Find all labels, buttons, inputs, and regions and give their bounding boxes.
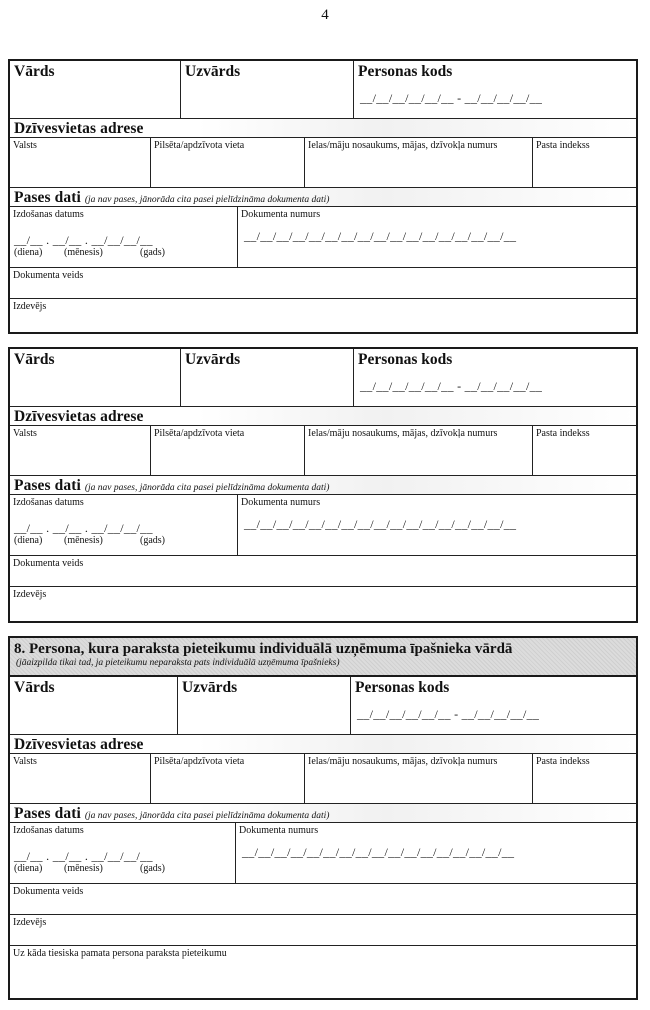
personal-code-field[interactable]	[350, 677, 636, 734]
doc-number-label: Dokumenta numurs	[241, 209, 321, 220]
country-label: Valsts	[13, 428, 37, 439]
passport-heading: Pases dati	[14, 189, 81, 206]
street-label: Ielas/māju nosaukums, mājas, dzīvokļa numurs	[308, 756, 498, 767]
legal-basis-label: Uz kāda tiesiska pamata persona paraksta pieteikumu	[13, 948, 227, 959]
year-label: (gads)	[140, 535, 165, 546]
surname-field[interactable]	[177, 677, 350, 734]
passport-heading: Pases dati	[14, 477, 81, 494]
month-label: (mēnesis)	[64, 535, 103, 546]
issue-date-label: Izdošanas datums	[13, 209, 84, 220]
postal-label: Pasta indekss	[536, 756, 590, 767]
section-8-title: 8. Persona, kura paraksta pieteikumu individuālā uzņēmuma īpašnieka vārdā	[14, 641, 513, 657]
legal-basis-row[interactable]	[10, 946, 636, 998]
day-label: (diena)	[14, 247, 43, 258]
doc-number-mask: __/__/__/__/__/__/__/__/__/__/__/__/__/__/__/__/__	[244, 517, 517, 531]
doc-number-mask: __/__/__/__/__/__/__/__/__/__/__/__/__/__/__/__/__	[244, 229, 517, 243]
section-8-note: (jāaizpilda tikai tad, ja pieteikumu neparaksta pats individuālā uzņēmuma īpašnieks)	[16, 658, 340, 668]
doc-number-field[interactable]	[237, 495, 636, 555]
personal-code-mask: __/__/__/__/__/__ - __/__/__/__/__	[360, 91, 543, 105]
name-field[interactable]	[10, 349, 180, 406]
passport-heading: Pases dati	[14, 805, 81, 822]
day-label: (diena)	[14, 535, 43, 546]
city-field[interactable]	[150, 754, 304, 803]
issuer-label: Izdevējs	[13, 589, 47, 600]
passport-row	[10, 495, 636, 556]
person-block-1	[8, 59, 638, 334]
surname-label: Uzvārds	[185, 63, 241, 80]
address-row	[10, 138, 636, 188]
passport-heading-row	[10, 188, 636, 207]
passport-note: (ja nav pases, jānorāda cita pasei pielīdzināma dokumenta dati)	[84, 195, 330, 205]
address-heading-row	[10, 119, 636, 138]
name-label: Vārds	[14, 351, 55, 368]
name-field[interactable]	[10, 677, 177, 734]
passport-row	[10, 823, 636, 884]
name-row	[10, 677, 636, 735]
city-label: Pilsēta/apdzīvota vieta	[154, 428, 245, 439]
city-field[interactable]	[150, 138, 304, 187]
country-field[interactable]	[10, 426, 150, 475]
year-label: (gads)	[140, 247, 165, 258]
country-label: Valsts	[13, 140, 37, 151]
personal-code-mask: __/__/__/__/__/__ - __/__/__/__/__	[357, 707, 540, 721]
surname-field[interactable]	[180, 349, 353, 406]
page-number: 4	[321, 7, 329, 23]
issuer-label: Izdevējs	[13, 301, 47, 312]
address-heading: Dzīvesvietas adrese	[14, 120, 144, 137]
address-row	[10, 426, 636, 476]
postal-field[interactable]	[532, 426, 636, 475]
section-8-block	[8, 636, 638, 1000]
address-heading-row	[10, 407, 636, 426]
day-label: (diena)	[14, 863, 43, 874]
address-heading-row	[10, 735, 636, 754]
doc-number-field[interactable]	[237, 207, 636, 267]
personal-code-mask: __/__/__/__/__/__ - __/__/__/__/__	[360, 379, 543, 393]
street-label: Ielas/māju nosaukums, mājas, dzīvokļa numurs	[308, 428, 498, 439]
name-label: Vārds	[14, 63, 55, 80]
doc-type-label: Dokumenta veids	[13, 270, 84, 281]
street-label: Ielas/māju nosaukums, mājas, dzīvokļa numurs	[308, 140, 498, 151]
city-field[interactable]	[150, 426, 304, 475]
postal-label: Pasta indekss	[536, 428, 590, 439]
personal-code-label: Personas kods	[355, 679, 450, 696]
date-mask: __/__ . __/__ . __/__/__/__	[14, 849, 153, 863]
doc-type-row[interactable]	[10, 268, 636, 299]
person-block-2	[8, 347, 638, 623]
issue-date-field[interactable]	[10, 823, 235, 883]
issue-date-field[interactable]	[10, 207, 237, 267]
city-label: Pilsēta/apdzīvota vieta	[154, 756, 245, 767]
passport-note: (ja nav pases, jānorāda cita pasei pielīdzināma dokumenta dati)	[84, 483, 330, 493]
country-field[interactable]	[10, 138, 150, 187]
doc-type-label: Dokumenta veids	[13, 886, 84, 897]
month-label: (mēnesis)	[64, 863, 103, 874]
personal-code-label: Personas kods	[358, 63, 453, 80]
passport-heading-row	[10, 476, 636, 495]
issuer-row[interactable]	[10, 587, 636, 620]
passport-row	[10, 207, 636, 268]
surname-label: Uzvārds	[185, 351, 241, 368]
surname-label: Uzvārds	[182, 679, 238, 696]
country-field[interactable]	[10, 754, 150, 803]
postal-label: Pasta indekss	[536, 140, 590, 151]
doc-number-mask: __/__/__/__/__/__/__/__/__/__/__/__/__/__/__/__/__	[242, 845, 515, 859]
passport-heading-row	[10, 804, 636, 823]
country-label: Valsts	[13, 756, 37, 767]
doc-type-row[interactable]	[10, 884, 636, 915]
issuer-row[interactable]	[10, 915, 636, 946]
surname-field[interactable]	[180, 61, 353, 118]
doc-number-label: Dokumenta numurs	[239, 825, 319, 836]
doc-type-row[interactable]	[10, 556, 636, 587]
doc-number-field[interactable]	[235, 823, 636, 883]
issue-date-label: Izdošanas datums	[13, 825, 84, 836]
doc-type-label: Dokumenta veids	[13, 558, 84, 569]
postal-field[interactable]	[532, 754, 636, 803]
postal-field[interactable]	[532, 138, 636, 187]
issue-date-label: Izdošanas datums	[13, 497, 84, 508]
personal-code-field[interactable]	[353, 349, 636, 406]
doc-number-label: Dokumenta numurs	[241, 497, 321, 508]
personal-code-label: Personas kods	[358, 351, 453, 368]
year-label: (gads)	[140, 863, 165, 874]
personal-code-field[interactable]	[353, 61, 636, 118]
street-field[interactable]	[304, 754, 532, 803]
name-field[interactable]	[10, 61, 180, 118]
name-row	[10, 349, 636, 407]
issuer-label: Izdevējs	[13, 917, 47, 928]
issuer-row[interactable]	[10, 299, 636, 332]
city-label: Pilsēta/apdzīvota vieta	[154, 140, 245, 151]
name-row	[10, 61, 636, 119]
address-row	[10, 754, 636, 804]
address-heading: Dzīvesvietas adrese	[14, 736, 144, 753]
street-field[interactable]	[304, 138, 532, 187]
date-mask: __/__ . __/__ . __/__/__/__	[14, 521, 153, 535]
month-label: (mēnesis)	[64, 247, 103, 258]
name-label: Vārds	[14, 679, 55, 696]
street-field[interactable]	[304, 426, 532, 475]
issue-date-field[interactable]	[10, 495, 237, 555]
section-8-header	[10, 638, 636, 677]
date-mask: __/__ . __/__ . __/__/__/__	[14, 233, 153, 247]
passport-note: (ja nav pases, jānorāda cita pasei pielīdzināma dokumenta dati)	[84, 811, 330, 821]
address-heading: Dzīvesvietas adrese	[14, 408, 144, 425]
